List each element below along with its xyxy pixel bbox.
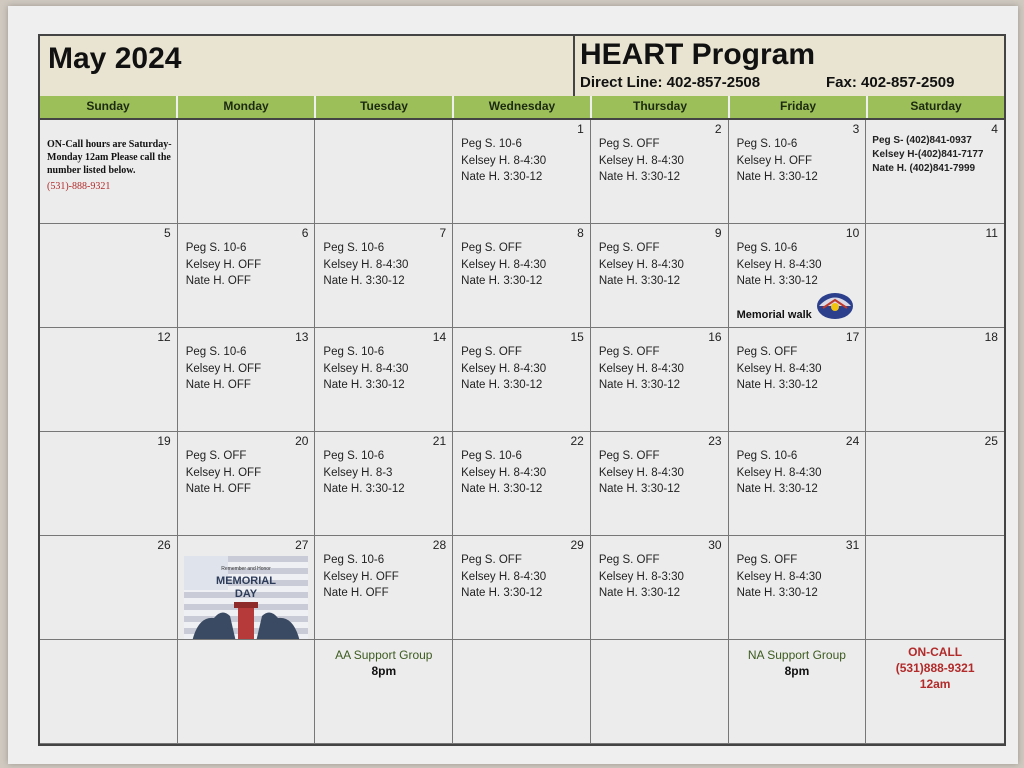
day-number: 5 — [164, 226, 171, 240]
day-number: 22 — [570, 434, 584, 448]
shift-entry: Nate H. 3:30-12 — [598, 587, 681, 599]
day-cell-9 — [591, 224, 729, 328]
empty-cell — [178, 640, 316, 744]
shift-list — [186, 240, 261, 290]
shift-list — [461, 448, 546, 498]
day-number: 14 — [432, 330, 447, 344]
shift-list — [872, 134, 983, 176]
oncall-box — [866, 644, 1004, 692]
day-cell-29 — [453, 536, 591, 640]
empty-cell — [40, 120, 178, 224]
day-number: 4 — [991, 122, 998, 136]
weekday-wednesday: Wednesday — [454, 96, 592, 118]
shift-entry: Nate H. 3:30-12 — [323, 379, 405, 391]
day-number: 23 — [708, 434, 722, 448]
shift-list — [599, 240, 684, 290]
day-cell-10 — [729, 224, 867, 328]
shift-entry: Peg S. 10-6 — [736, 450, 798, 462]
day-cell-6 — [178, 224, 316, 328]
day-cell-7 — [315, 224, 453, 328]
shift-entry: Kelsey H. 8-4:30 — [598, 154, 684, 167]
shift-list — [599, 448, 684, 498]
shift-entry: Kelsey H. OFF — [736, 154, 812, 167]
svg-text:MEMORIAL: MEMORIAL — [215, 575, 276, 587]
shift-entry: Nate H. 3:30-12 — [736, 379, 818, 391]
day-cell-3 — [729, 120, 867, 224]
shift-list — [737, 240, 822, 290]
shift-list — [737, 344, 822, 394]
shift-entry: Kelsey H. 8-3 — [323, 466, 393, 479]
day-cell-28 — [315, 536, 453, 640]
day-cell-21 — [315, 432, 453, 536]
shift-list — [461, 552, 546, 602]
empty-cell — [866, 640, 1004, 744]
shift-entry: Peg S. 10-6 — [736, 242, 798, 254]
oncall-note-phone: (531)-888-9321 — [47, 181, 111, 192]
shift-entry: Peg S. 10-6 — [461, 450, 522, 462]
day-cell-19 — [40, 432, 178, 536]
day-cell-26 — [40, 536, 178, 640]
shift-entry: Kelsey H. 8-4:30 — [736, 466, 822, 479]
shift-entry: Peg S. 10-6 — [736, 138, 798, 150]
day-number: 16 — [708, 330, 722, 344]
weekday-friday: Friday — [730, 96, 868, 118]
day-number: 17 — [845, 330, 860, 344]
day-number: 30 — [708, 538, 722, 552]
day-number: 8 — [577, 226, 584, 240]
shift-list — [186, 344, 261, 394]
shift-entry: Peg S. 10-6 — [323, 554, 385, 566]
day-number: 19 — [157, 434, 171, 448]
memorial-walk-label: Memorial walk — [736, 309, 812, 321]
day-cell-4 — [866, 120, 1004, 224]
support-group-name: AA Support Group — [335, 648, 433, 662]
shift-list — [599, 136, 684, 186]
shift-entry: Kelsey H. 8-4:30 — [736, 362, 822, 375]
shift-entry: Kelsey H. 8-4:30 — [598, 362, 684, 375]
shift-entry: Kelsey H. OFF — [185, 258, 262, 271]
shift-entry: Nate H. 3:30-12 — [598, 379, 681, 391]
oncall-line: ON-CALL — [908, 645, 963, 659]
empty-cell — [315, 120, 453, 224]
day-cell-14 — [315, 328, 453, 432]
empty-cell — [40, 640, 178, 744]
day-cell-20 — [178, 432, 316, 536]
shift-list — [599, 344, 684, 394]
shift-list — [737, 552, 822, 602]
day-cell-24 — [729, 432, 867, 536]
shift-entry: Nate H. 3:30-12 — [598, 275, 681, 287]
shift-list — [599, 552, 684, 602]
support-group-time: 8pm — [784, 664, 810, 678]
day-number: 11 — [985, 226, 998, 240]
shift-entry: Kelsey H. 8-4:30 — [598, 258, 684, 271]
shift-list — [323, 552, 398, 602]
day-number: 13 — [295, 330, 309, 344]
support-group-time: 8pm — [371, 664, 397, 678]
weekday-sunday: Sunday — [40, 96, 178, 118]
shift-entry: Kelsey H. 8-4:30 — [461, 570, 547, 583]
support-group-name: NA Support Group — [747, 648, 846, 662]
memorial-walk-logo-icon — [815, 291, 855, 321]
shift-list — [323, 448, 404, 498]
svg-text:Remember and Honor: Remember and Honor — [220, 566, 271, 572]
weekday-saturday: Saturday — [868, 96, 1004, 118]
shift-entry: Nate H. OFF — [185, 379, 251, 391]
shift-entry: Kelsey H. 8-4:30 — [461, 466, 547, 479]
shift-entry: Nate H. 3:30-12 — [736, 587, 818, 599]
day-cell-16 — [591, 328, 729, 432]
shift-entry: Peg S. OFF — [736, 346, 798, 358]
calendar-page — [8, 6, 1018, 764]
day-number: 20 — [295, 434, 309, 448]
day-number: 3 — [852, 122, 860, 136]
shift-entry: Kelsey H. 8-4:30 — [461, 154, 547, 167]
day-cell-17 — [729, 328, 867, 432]
shift-list — [461, 240, 546, 290]
oncall-line: 12am — [919, 677, 951, 691]
day-cell-27 — [178, 536, 316, 640]
day-cell-23 — [591, 432, 729, 536]
day-cell-2 — [591, 120, 729, 224]
shift-entry: Kelsey H. 8-4:30 — [736, 570, 822, 583]
day-number: 31 — [845, 538, 860, 552]
shift-entry: Nate H. 3:30-12 — [598, 171, 681, 183]
oncall-line: (531)888-9321 — [895, 661, 975, 675]
oncall-note-text: ON-Call hours are Saturday-Monday 12am Please call the number listed below. — [47, 139, 172, 176]
day-number: 6 — [301, 226, 309, 240]
shift-entry: Nate H. 3:30-12 — [461, 275, 543, 287]
shift-list — [461, 136, 546, 186]
shift-entry: Nate H. 3:30-12 — [461, 587, 543, 599]
shift-entry: Kelsey H. OFF — [185, 466, 262, 479]
weekday-header-row — [40, 96, 1004, 120]
shift-entry: Peg S. 10-6 — [323, 450, 385, 462]
shift-entry: Nate H. 3:30-12 — [323, 483, 405, 495]
shift-list — [323, 240, 408, 290]
shift-entry: Peg S. OFF — [185, 450, 247, 462]
direct-line: Direct Line: 402-857-2508 — [580, 74, 761, 91]
day-number: 28 — [432, 538, 447, 552]
day-cell-31 — [729, 536, 867, 640]
calendar-header — [40, 36, 1004, 98]
shift-entry: Kelsey H. 8-4:30 — [323, 362, 409, 375]
shift-entry: Nate H. OFF — [185, 275, 251, 287]
shift-entry: Kelsey H. 8-4:30 — [461, 258, 547, 271]
shift-entry: Nate H. 3:30-12 — [736, 275, 818, 287]
shift-entry: Nate H. 3:30-12 — [736, 483, 818, 495]
day-cell-15 — [453, 328, 591, 432]
weekday-tuesday: Tuesday — [316, 96, 454, 118]
weekday-thursday: Thursday — [592, 96, 730, 118]
support-group — [315, 648, 452, 678]
empty-cell — [315, 640, 453, 744]
day-number: 27 — [295, 538, 309, 552]
day-cell-30 — [591, 536, 729, 640]
day-cell-1 — [453, 120, 591, 224]
calendar-grid — [40, 120, 1004, 744]
day-cell-18 — [866, 328, 1004, 432]
oncall-note — [47, 138, 177, 193]
shift-list — [737, 448, 822, 498]
shift-entry: Peg S. OFF — [461, 554, 522, 566]
calendar — [38, 34, 1006, 746]
shift-entry: Peg S- (402)841-0937 — [872, 135, 972, 146]
shift-entry: Peg S. OFF — [598, 346, 660, 358]
shift-entry: Kelsey H. 8-4:30 — [598, 466, 684, 479]
day-number: 18 — [984, 330, 998, 344]
shift-list — [461, 344, 546, 394]
shift-entry: Peg S. 10-6 — [185, 242, 247, 254]
shift-entry: Peg S. OFF — [461, 242, 522, 254]
shift-entry: Peg S. OFF — [598, 554, 660, 566]
shift-entry: Nate H. OFF — [185, 483, 251, 495]
shift-entry: Nate H. (402)841-7999 — [872, 163, 976, 174]
shift-entry: Peg S. OFF — [598, 138, 660, 150]
shift-entry: Nate H. OFF — [323, 587, 389, 599]
shift-entry: Nate H. 3:30-12 — [736, 171, 818, 183]
shift-entry: Kelsey H. 8-4:30 — [461, 362, 547, 375]
empty-cell — [866, 536, 1004, 640]
empty-cell — [591, 640, 729, 744]
day-number: 21 — [432, 434, 447, 448]
day-number: 25 — [984, 434, 998, 448]
shift-entry: Kelsey H. 8-4:30 — [323, 258, 409, 271]
month-title: May 2024 — [48, 42, 182, 75]
day-cell-22 — [453, 432, 591, 536]
day-cell-11 — [866, 224, 1004, 328]
svg-text:DAY: DAY — [234, 588, 257, 600]
support-group — [729, 648, 866, 678]
shift-entry: Peg S. 10-6 — [323, 346, 385, 358]
shift-list — [737, 136, 818, 186]
shift-entry: Peg S. OFF — [736, 554, 798, 566]
shift-entry: Peg S. 10-6 — [185, 346, 247, 358]
shift-entry: Kelsey H. OFF — [323, 570, 399, 583]
day-number: 7 — [439, 226, 447, 240]
day-number: 12 — [157, 330, 171, 344]
shift-entry: Nate H. 3:30-12 — [598, 483, 681, 495]
shift-list — [186, 448, 261, 498]
program-title: HEART Program — [580, 38, 816, 71]
day-number: 9 — [714, 226, 722, 240]
day-cell-12 — [40, 328, 178, 432]
shift-entry: Nate H. 3:30-12 — [461, 171, 543, 183]
shift-list — [323, 344, 408, 394]
shift-entry: Peg S. OFF — [598, 242, 660, 254]
day-cell-13 — [178, 328, 316, 432]
shift-entry: Kelsey H. 8-4:30 — [736, 258, 822, 271]
shift-entry: Kelsey H. OFF — [185, 362, 262, 375]
shift-entry: Nate H. 3:30-12 — [461, 483, 543, 495]
day-number: 26 — [157, 538, 171, 552]
empty-cell — [178, 120, 316, 224]
day-cell-8 — [453, 224, 591, 328]
day-number: 15 — [570, 330, 584, 344]
shift-entry: Peg S. OFF — [461, 346, 522, 358]
shift-entry: Kelsey H. 8-3:30 — [598, 570, 684, 583]
empty-cell — [729, 640, 867, 744]
fax-line: Fax: 402-857-2509 — [826, 74, 955, 91]
day-number: 29 — [570, 538, 584, 552]
shift-entry: Nate H. 3:30-12 — [323, 275, 405, 287]
weekday-monday: Monday — [178, 96, 316, 118]
day-cell-5 — [40, 224, 178, 328]
shift-entry: Kelsey H-(402)841-7177 — [872, 149, 984, 160]
shift-entry: Peg S. 10-6 — [323, 242, 385, 254]
day-number: 2 — [714, 122, 722, 136]
day-number: 24 — [845, 434, 860, 448]
day-cell-25 — [866, 432, 1004, 536]
empty-cell — [453, 640, 591, 744]
shift-entry: Nate H. 3:30-12 — [461, 379, 543, 391]
shift-entry: Peg S. 10-6 — [461, 138, 522, 150]
day-number: 10 — [845, 226, 860, 240]
day-number: 1 — [577, 122, 584, 136]
shift-entry: Peg S. OFF — [598, 450, 660, 462]
memorial-day-graphic — [184, 556, 308, 640]
